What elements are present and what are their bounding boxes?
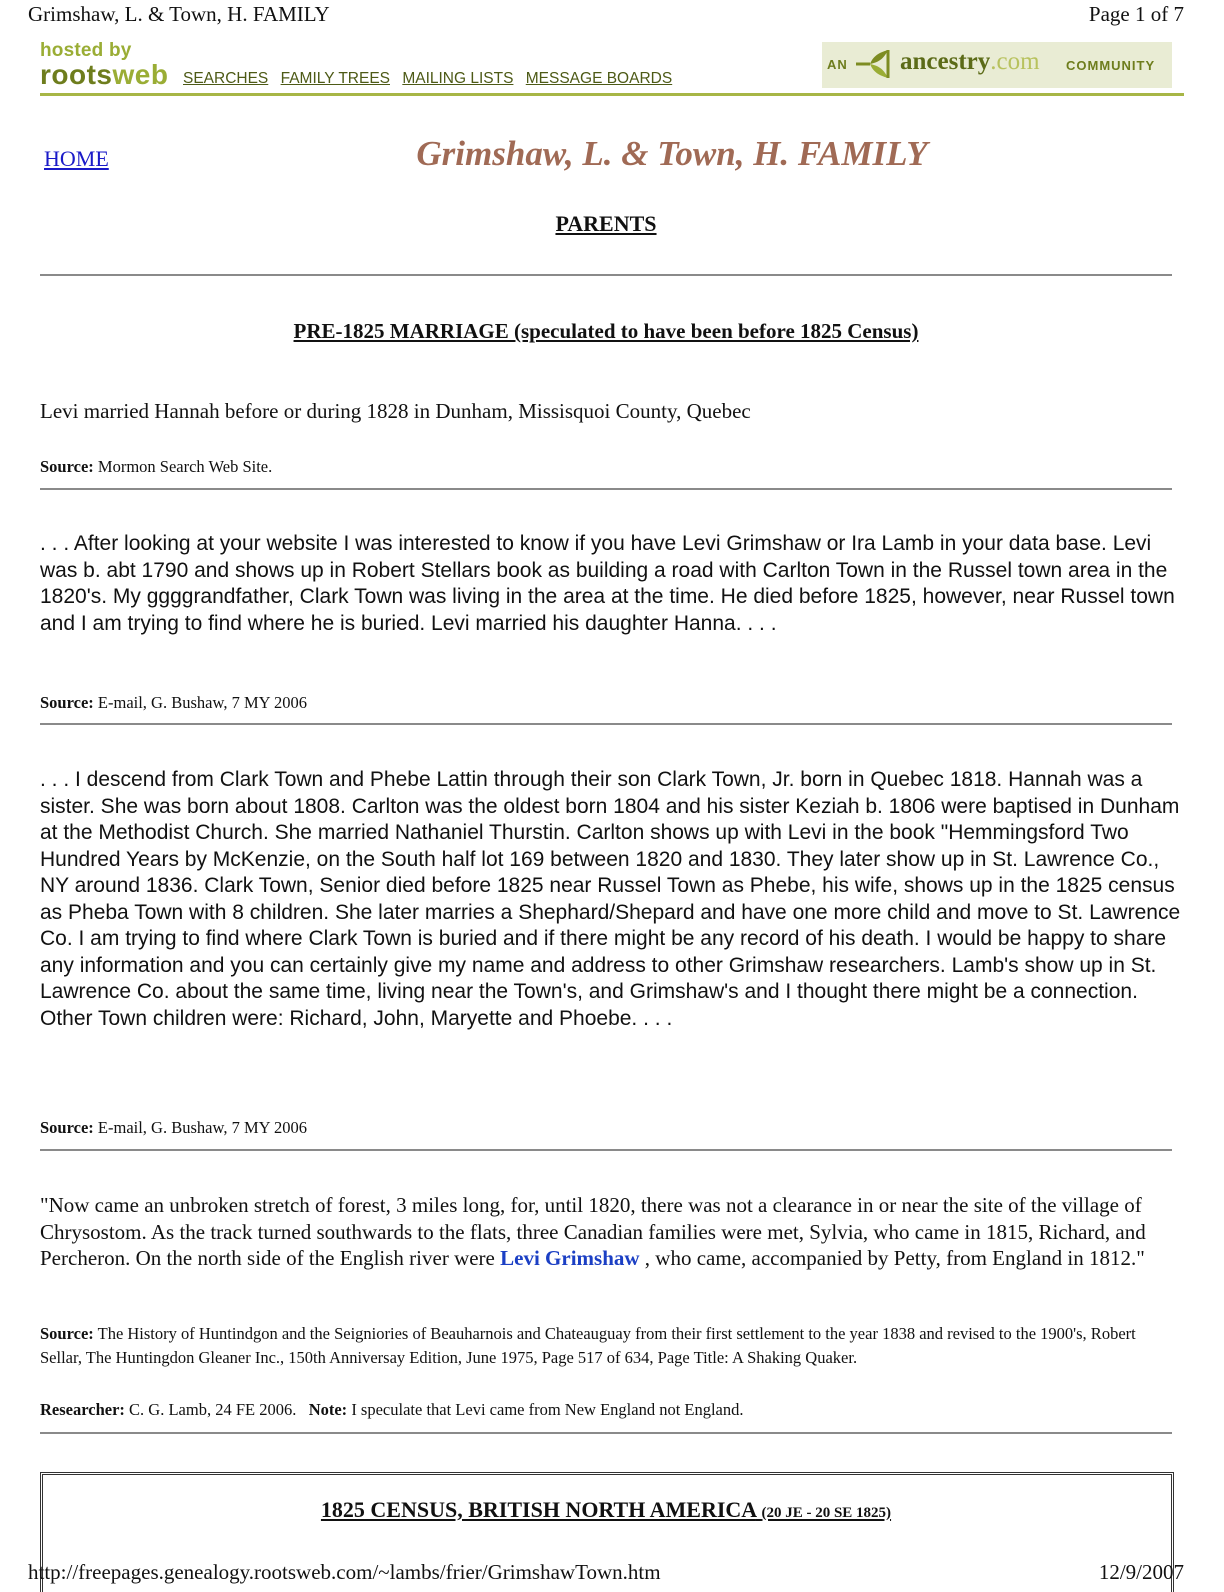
logo-web: web: [112, 59, 169, 90]
divider: [40, 1149, 1172, 1151]
ancestry-brand: [900, 48, 1040, 76]
quote-text-after: , who came, accompanied by Petty, from England in 1812.": [639, 1246, 1145, 1270]
levi-grimshaw-link[interactable]: Levi Grimshaw: [500, 1246, 640, 1270]
marriage-text: Levi married Hannah before or during 1828 in Dunham, Missisquoi County, Quebec: [40, 399, 751, 423]
ancestry-leaf-icon: [854, 48, 892, 80]
ancestry-dotcom: .com: [990, 48, 1040, 75]
census-heading: [0, 1497, 1212, 1523]
pre-1825-marriage-heading: PRE-1825 MARRIAGE (speculated to have been before 1825 Census): [293, 319, 919, 343]
divider: [40, 488, 1172, 490]
print-page-number: Page 1 of 7: [1088, 2, 1184, 26]
banner-divider: [40, 93, 1184, 96]
history-quote: [40, 1192, 1180, 1272]
census-heading-text: 1825 CENSUS, BRITISH NORTH AMERICA: [320, 1497, 756, 1522]
ancestry-an: AN: [827, 57, 848, 72]
nav-searches[interactable]: SEARCHES: [183, 70, 269, 87]
page-title-text: Grimshaw, L. & Town, H. FAMILY: [416, 134, 928, 173]
banner-nav: [183, 70, 680, 88]
rootsweb-logo[interactable]: [40, 40, 175, 92]
nav-family-trees[interactable]: FAMILY TREES: [280, 70, 390, 87]
parents-heading: PARENTS: [555, 211, 657, 236]
nav-mailing-lists[interactable]: MAILING LISTS: [402, 70, 514, 87]
ancestry-brand-word: ancestry: [900, 48, 991, 75]
home-link[interactable]: HOME: [44, 146, 109, 171]
hosted-by-label: hosted by: [40, 40, 132, 61]
divider: [40, 723, 1172, 725]
source-label: Source:: [40, 693, 94, 712]
source-line: [40, 691, 1180, 715]
source-text: Mormon Search Web Site.: [97, 457, 273, 476]
note-text: I speculate that Levi came from New England not England.: [351, 1400, 744, 1419]
ancestry-community-logo[interactable]: [822, 42, 1172, 88]
researcher-label: Researcher:: [40, 1400, 125, 1419]
nav-message-boards[interactable]: MESSAGE BOARDS: [525, 70, 673, 87]
source-line: [40, 455, 1180, 479]
print-footer-url: http://freepages.genealogy.rootsweb.com/~lambs/frier/GrimshawTown.htm: [28, 1560, 661, 1584]
divider: [40, 1432, 1172, 1434]
quote-text-before: "Now came an unbroken stretch of forest, 3 miles long, for, until 1820, there was not a clearance in or near the site of the village of Chrysostom. As the track turned southwards to the flats, three Canadian families were met, Sylvia, who came in 1815, Richard, and Percheron. On the north side of the English river were: [40, 1193, 1146, 1270]
logo-roots: roots: [40, 59, 113, 90]
source-label: Source:: [40, 1118, 94, 1137]
divider: [40, 274, 1172, 276]
researcher-note-line: [40, 1398, 1180, 1422]
source-text: E-mail, G. Bushaw, 7 MY 2006: [97, 1118, 308, 1137]
source-line: [40, 1322, 1180, 1370]
print-footer-date: 12/9/2007: [1098, 1560, 1184, 1584]
print-header-title: Grimshaw, L. & Town, H. FAMILY: [28, 2, 330, 26]
source-text: E-mail, G. Bushaw, 7 MY 2006: [97, 693, 308, 712]
email-excerpt-2: . . . I descend from Clark Town and Phebe Lattin through their son Clark Town, Jr. born in Quebec 1818. Hannah was a sister. She was born about 1808. Carlton was the oldest born 1804 and his sister Keziah b. 1806 were baptised in Dunham at the Methodist Church. She married Nathaniel Thurstin. Carlton shows up with Levi in the book "Hemmingsford Two Hundred Years by McKenzie, on the South half lot 169 between 1820 and 1830. They later show up in St. Lawrence Co., NY around 1836. Clark Town, Senior died before 1825 near Russel Town as Phebe, his wife, shows up in the 1825 census as Pheba Town with 8 children. She later marries a Shephard/Shepard and have one more child and move to St. Lawrence Co. I am trying to find where Clark Town is buried and if there might be any record of his death. I would be happy to share any information and you can certainly give my name and address to other Grimshaw researchers. Lamb's show up in St. Lawrence Co. about the same time, living near the Town's, and Grimshaw's and I thought there might be a connection. Other Town children were: Richard, John, Maryette and Phoebe. . . .: [40, 768, 1181, 1030]
census-dates: (20 JE - 20 SE 1825): [761, 1505, 892, 1521]
source-text: The History of Huntindgon and the Seigniories of Beauharnois and Chateauguay from their first settlement to the year 1838 and revised to the 1900's, Robert Sellar, The Huntingdon Gleaner Inc., 150th Anniversay Edition, June 1975, Page 517 of 634, Page Title: A Shaking Quaker.: [40, 1324, 1136, 1367]
email-excerpt-1: . . . After looking at your website I was interested to know if you have Levi Grimshaw or Ira Lamb in your data base. Levi was b. abt 1790 and shows up in Robert Stellars book as building a road with Carlton Town in the Russel town area in the 1820's. My ggggrandfather, Clark Town was living in the area at the time. He died before 1825, however, near Russel town and I am trying to find where he is buried. Levi married his daughter Hanna. . . .: [40, 532, 1175, 635]
note-label: Note:: [308, 1400, 348, 1419]
page-title: [0, 134, 1224, 174]
source-line: [40, 1116, 1180, 1140]
rootsweb-wordmark: [40, 59, 168, 91]
source-label: Source:: [40, 457, 94, 476]
source-label: Source:: [40, 1324, 94, 1343]
ancestry-community-label: COMMUNITY: [1066, 58, 1156, 73]
researcher-text: C. G. Lamb, 24 FE 2006.: [129, 1400, 297, 1419]
